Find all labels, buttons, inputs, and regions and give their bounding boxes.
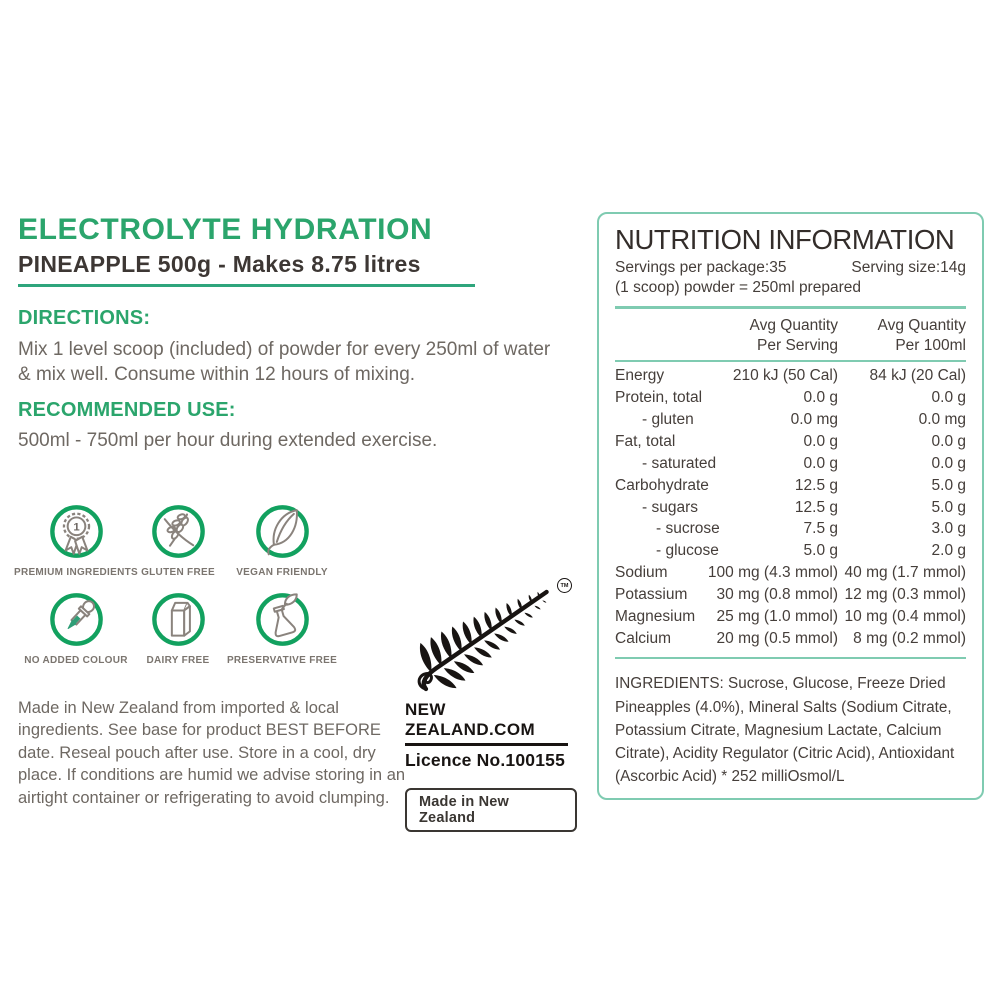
product-title: ELECTROLYTE HYDRATION — [18, 213, 433, 246]
silver-fern-icon — [405, 578, 571, 696]
fernmark-licence: Licence No.100155 — [405, 749, 566, 770]
panel-separator — [615, 306, 966, 309]
directions-heading: DIRECTIONS: — [18, 307, 151, 329]
recommended-use-text: 500ml - 750ml per hour during extended exercise. — [18, 430, 438, 451]
badge-vegan-friendly — [216, 503, 348, 578]
nutrition-panel — [597, 212, 984, 800]
rosette-award-icon — [48, 503, 105, 560]
storage-note: Made in New Zealand from imported & local ingredients. See base for product BEST BEFORE date. Reseal pouch after use. Store in a cool, dry place. If conditions are humid we advise storing in an airtight container or refrigerating to avoid clumping. — [18, 699, 406, 807]
table-header-row — [615, 316, 966, 356]
badge-label: NO ADDED COLOUR — [24, 655, 128, 666]
product-subtitle: PINEAPPLE 500g - Makes 8.75 litres — [18, 251, 421, 277]
nutrition-row: - sucrose 7.5 g 3.0 g — [656, 520, 966, 538]
nutrition-row: Energy 210 kJ (50 Cal) 84 kJ (20 Cal) — [615, 367, 966, 385]
col-header-per-100ml: Avg Quantity Per 100ml — [877, 316, 966, 354]
trademark-icon: TM — [557, 578, 572, 593]
leaf-icon — [254, 503, 311, 560]
ingredients-text: INGREDIENTS: Sucrose, Glucose, Freeze Dried Pineapples (4.0%), Mineral Salts (Sodium Citrate, Potassium Citrate, Magnesium Lactate, Calcium Citrate), Acidity Regulator (Citric Acid), Antioxidant (Ascorbic Acid) * 252 milliOsmol/L — [615, 675, 955, 786]
nutrition-row: - gluten 0.0 mg 0.0 mg — [642, 410, 966, 428]
badge-label: PRESERVATIVE FREE — [226, 655, 338, 666]
fernmark-site: NEW ZEALAND.COM — [405, 700, 535, 739]
recommended-use-heading: RECOMMENDED USE: — [18, 399, 236, 421]
panel-separator — [615, 360, 966, 363]
nutrition-row: Magnesium 25 mg (1.0 mmol) 10 mg (0.4 mmol) — [615, 607, 966, 625]
badge-label: DAIRY FREE — [146, 655, 210, 666]
servings-per-package: Servings per package:35 — [615, 259, 787, 276]
fernmark-divider — [405, 743, 568, 746]
flask-leaf-icon — [254, 591, 311, 648]
nutrition-row: - glucose 5.0 g 2.0 g — [656, 542, 966, 560]
nutrition-row: Potassium 30 mg (0.8 mmol) 12 mg (0.3 mmol) — [615, 586, 966, 604]
wheat-crossed-icon — [150, 503, 207, 560]
badge-label: GLUTEN FREE — [141, 567, 215, 578]
nutrition-row: Sodium 100 mg (4.3 mmol) 40 mg (1.7 mmol) — [615, 564, 966, 582]
directions-text: Mix 1 level scoop (included) of powder for every 250ml of water & mix well. Consume within 12 hours of mixing. — [18, 339, 551, 385]
scoop-note: (1 scoop) powder = 250ml prepared — [615, 279, 861, 296]
nutrition-row: - sugars 12.5 g 5.0 g — [642, 498, 966, 516]
nutrition-table — [615, 367, 966, 652]
nutrition-row: Protein, total 0.0 g 0.0 g — [615, 389, 966, 407]
fernmark-block — [405, 578, 577, 832]
nutrition-row: Carbohydrate 12.5 g 5.0 g — [615, 476, 966, 494]
svg-text:1: 1 — [72, 521, 80, 534]
nutrition-row: Calcium 20 mg (0.5 mmol) 8 mg (0.2 mmol) — [615, 629, 966, 647]
milk-carton-icon — [150, 591, 207, 648]
badge-preservative-free — [216, 591, 348, 666]
nutrition-row: - saturated 0.0 g 0.0 g — [642, 454, 966, 472]
made-in-nz-box: Made in New Zealand — [405, 788, 577, 832]
panel-separator — [615, 657, 966, 660]
nutrition-row: Fat, total 0.0 g 0.0 g — [615, 432, 966, 450]
badge-label: VEGAN FRIENDLY — [236, 567, 328, 578]
divider-rule — [18, 284, 475, 287]
serving-size: Serving size:14g — [851, 259, 966, 276]
badge-label: PREMIUM INGREDIENTS — [13, 567, 139, 578]
col-header-per-serving: Avg Quantity Per Serving — [749, 316, 838, 354]
dropper-icon — [48, 591, 105, 648]
nutrition-title: NUTRITION INFORMATION — [615, 224, 955, 255]
